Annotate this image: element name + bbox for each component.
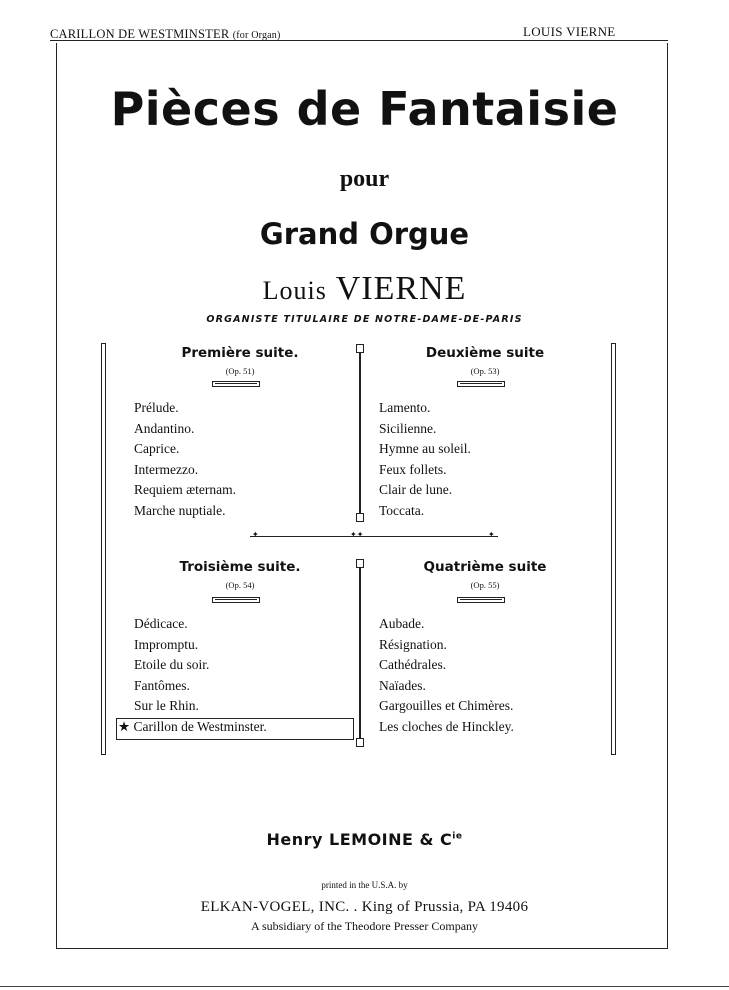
piece-item: Feux follets. — [379, 461, 447, 477]
header-rule — [50, 40, 668, 41]
center-divider-upper — [359, 352, 361, 514]
header-left-title: CARILLON DE WESTMINSTER — [50, 27, 230, 41]
suite-4-opus: (Op. 55) — [470, 580, 500, 590]
ornament-icon: ✦ — [252, 530, 259, 539]
plaque-ornament — [457, 381, 505, 387]
center-bar-cap-bottom — [356, 513, 364, 522]
ornament-icon: ✦ — [488, 530, 495, 539]
plaque-ornament — [212, 381, 260, 387]
piece-item: Prélude. — [134, 400, 179, 415]
publisher-name — [0, 830, 729, 849]
piece-item: Intermezzo. — [134, 461, 199, 477]
page-bottom-rule — [0, 986, 729, 987]
header-right-title: LOUIS VIERNE — [523, 24, 616, 39]
piece-item: Toccata. — [379, 502, 425, 518]
subsidiary-line: A subsidiary of the Theodore Presser Company — [250, 919, 479, 933]
piece-item: Andantino. — [134, 420, 195, 436]
piece-item: Les cloches de Hinckley. — [379, 718, 514, 734]
horizontal-divider — [250, 536, 498, 537]
instrument-title: Grand Orgue — [259, 217, 470, 251]
piece-item: Résignation. — [379, 636, 447, 652]
center-bar-cap-bottom — [356, 738, 364, 747]
piece-item: Fantômes. — [134, 677, 190, 693]
composer-role: ORGANISTE TITULAIRE DE NOTRE-DAME-DE-PARIS — [206, 314, 523, 325]
piece-item: Sur le Rhin. — [134, 698, 199, 714]
piece-item: Marche nuptiale. — [134, 502, 226, 518]
composer-last-name: VIERNE — [335, 270, 467, 307]
piece-item: Caprice. — [134, 441, 180, 457]
composer-name — [0, 270, 729, 308]
piece-item: Lamento. — [379, 400, 431, 415]
piece-item: Gargouilles et Chimères. — [379, 698, 514, 714]
pour-label: pour — [339, 166, 390, 192]
piece-item: Aubade. — [379, 616, 425, 631]
highlight-box — [116, 718, 354, 740]
header-left-note: (for Organ) — [232, 30, 281, 41]
piece-item: Naïades. — [379, 677, 426, 693]
piece-item: Sicilienne. — [379, 420, 437, 436]
center-divider-lower — [359, 567, 361, 739]
piece-item: Requiem æternam. — [134, 482, 236, 498]
plaque-ornament — [457, 597, 505, 603]
suite-1-opus: (Op. 51) — [225, 366, 255, 376]
composer-first-name: Louis — [262, 276, 327, 305]
piece-item: Hymne au soleil. — [379, 441, 471, 457]
piece-item: Cathédrales. — [379, 657, 447, 673]
ornament-icon: ✦✦ — [350, 530, 364, 539]
piece-item: Impromptu. — [134, 636, 199, 652]
printed-in-label: printed in the U.S.A. by — [321, 880, 408, 890]
suite-1-title: Première suite. — [181, 345, 299, 361]
piece-item: Etoile du soir. — [134, 657, 210, 673]
suite-3-opus: (Op. 54) — [225, 580, 255, 590]
suite-4-title: Quatrième suite — [423, 559, 547, 575]
suite-1-pieces — [134, 398, 236, 522]
piece-item: Clair de lune. — [379, 482, 453, 498]
publisher-main: Henry LEMOINE & — [266, 830, 434, 849]
highlighted-piece-item: ★ Carillon de Westminster. — [118, 718, 267, 734]
suite-3-title: Troisième suite. — [179, 559, 301, 575]
plaque-ornament — [212, 597, 260, 603]
suite-4-pieces — [379, 614, 514, 738]
page-title: Pièces de Fantaisie — [110, 82, 619, 136]
distributor-name: ELKAN-VOGEL, INC. . King of Prussia, PA 19406 — [200, 899, 529, 915]
suite-2-opus: (Op. 53) — [470, 366, 500, 376]
suite-2-title: Deuxième suite — [425, 345, 545, 361]
right-ornament-bar — [611, 343, 616, 755]
publisher-suffix-sup: ie — [452, 831, 463, 842]
piece-item: Dédicace. — [134, 616, 188, 631]
left-ornament-bar — [101, 343, 106, 755]
publisher-suffix: C — [440, 830, 453, 849]
suite-2-pieces — [379, 398, 471, 522]
